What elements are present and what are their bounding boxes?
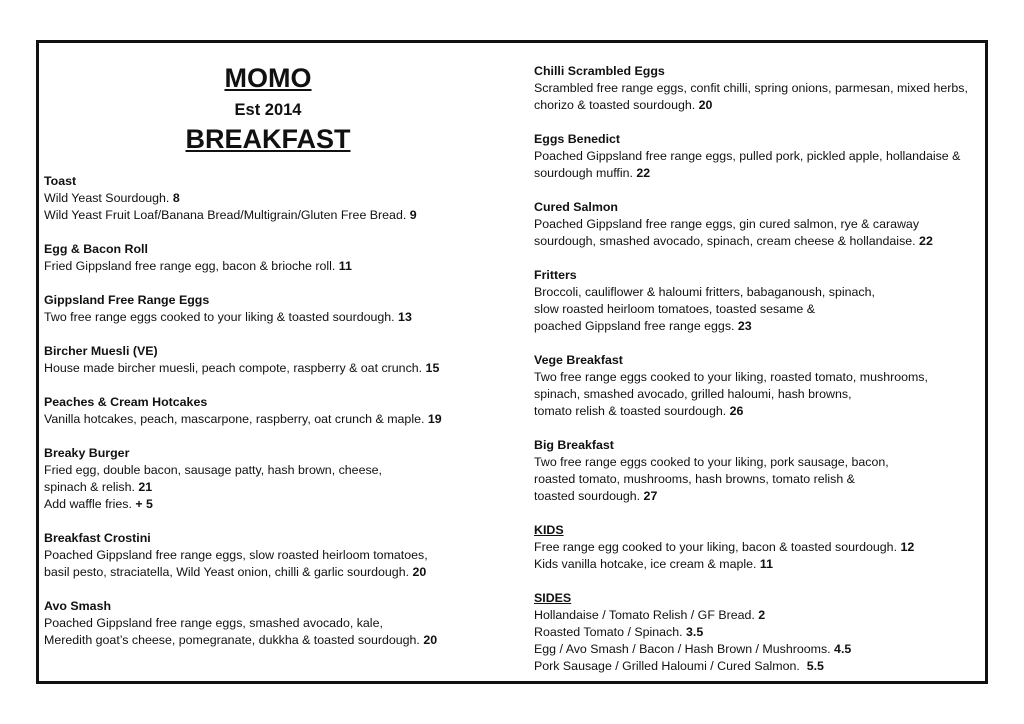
menu-item-breaky-burger <box>44 445 514 513</box>
item-line: Wild Yeast Fruit Loaf/Banana Bread/Multigrain/Gluten Free Bread. 9 <box>44 208 417 222</box>
menu-item-bircher-muesli <box>44 343 514 377</box>
item-line: House made bircher muesli, peach compote, raspberry & oat crunch. 15 <box>44 361 440 375</box>
item-title: Gippsland Free Range Eggs <box>44 293 210 307</box>
item-price: 11 <box>338 259 352 273</box>
item-line: Poached Gippsland free range eggs, pulled pork, pickled apple, hollandaise & <box>534 149 961 163</box>
menu-item-big-breakfast <box>534 437 984 505</box>
sides-section-title: SIDES <box>534 591 572 605</box>
item-price: 22 <box>919 234 933 248</box>
item-price: 22 <box>636 166 651 180</box>
item-price: 21 <box>138 480 153 494</box>
menu-item-eggs-benedict <box>534 131 984 182</box>
item-line: chorizo & toasted sourdough. 20 <box>534 98 713 112</box>
item-price: 8 <box>172 191 180 205</box>
item-title: Eggs Benedict <box>534 132 621 146</box>
item-price: 4.5 <box>834 642 852 656</box>
item-price: 2 <box>758 608 766 622</box>
item-price: 19 <box>427 412 442 426</box>
menu-item-chilli-scrambled-eggs <box>534 63 984 114</box>
item-line: Two free range eggs cooked to your liking, pork sausage, bacon, <box>534 455 889 469</box>
menu-item-hotcakes <box>44 394 514 428</box>
menu-item-vege-breakfast <box>534 352 984 420</box>
item-addon: Add waffle fries. + 5 <box>44 497 153 511</box>
side-item: Pork Sausage / Grilled Haloumi / Cured Salmon. 5.5 <box>534 659 824 673</box>
item-line: spinach, smashed avocado, grilled haloumi, hash browns, <box>534 387 852 401</box>
item-line: sourdough muffin. 22 <box>534 166 651 180</box>
item-line: tomato relish & toasted sourdough. 26 <box>534 404 744 418</box>
menu-item-breakfast-crostini <box>44 530 514 581</box>
side-item: Hollandaise / Tomato Relish / GF Bread. 2 <box>534 608 766 622</box>
item-title: Toast <box>44 174 77 188</box>
item-title: Fritters <box>534 268 577 282</box>
menu-item-avo-smash <box>44 598 514 649</box>
menu-item-fritters <box>534 267 984 335</box>
item-line: Fried Gippsland free range egg, bacon & brioche roll. 11 <box>44 259 352 273</box>
menu-item-egg-bacon-roll <box>44 241 514 275</box>
kids-section-title: KIDS <box>534 523 564 537</box>
item-line: Meredith goat’s cheese, pomegranate, dukkha & toasted sourdough. 20 <box>44 633 438 647</box>
side-item: Roasted Tomato / Spinach. 3.5 <box>534 625 704 639</box>
item-line: roasted tomato, mushrooms, hash browns, tomato relish & <box>534 472 855 486</box>
item-line: Broccoli, cauliflower & haloumi fritters, babaganoush, spinach, <box>534 285 875 299</box>
left-column <box>44 173 514 666</box>
item-line: Vanilla hotcakes, peach, mascarpone, raspberry, oat crunch & maple. 19 <box>44 412 442 426</box>
item-price: 23 <box>737 319 752 333</box>
item-title: Big Breakfast <box>534 438 614 452</box>
item-line: Scrambled free range eggs, confit chilli, spring onions, parmesan, mixed herbs, <box>534 81 968 95</box>
item-price: 5.5 <box>806 659 824 673</box>
established-year: Est 2014 <box>234 101 302 119</box>
item-price: 11 <box>759 557 773 571</box>
item-line: Poached Gippsland free range eggs, gin cured salmon, rye & caraway <box>534 217 920 231</box>
item-line: Two free range eggs cooked to your liking & toasted sourdough. 13 <box>44 310 412 324</box>
side-item: Egg / Avo Smash / Bacon / Hash Brown / Mushrooms. 4.5 <box>534 642 852 656</box>
item-line: toasted sourdough. 27 <box>534 489 658 503</box>
sides-section <box>534 590 984 675</box>
item-line: Wild Yeast Sourdough. 8 <box>44 191 180 205</box>
item-price: 20 <box>412 565 427 579</box>
item-title: Breaky Burger <box>44 446 130 460</box>
item-price: 26 <box>729 404 744 418</box>
item-title: Cured Salmon <box>534 200 618 214</box>
item-line: slow roasted heirloom tomatoes, toasted sesame & <box>534 302 815 316</box>
item-line: Two free range eggs cooked to your liking, roasted tomato, mushrooms, <box>534 370 928 384</box>
item-title: Chilli Scrambled Eggs <box>534 64 665 78</box>
item-price: 12 <box>900 540 915 554</box>
item-title: Peaches & Cream Hotcakes <box>44 395 208 409</box>
item-line: sourdough, smashed avocado, spinach, cream cheese & hollandaise. 22 <box>534 234 933 248</box>
item-line: Poached Gippsland free range eggs, slow roasted heirloom tomatoes, <box>44 548 428 562</box>
right-column <box>534 63 984 692</box>
item-price: 9 <box>409 208 417 222</box>
kids-item: Free range egg cooked to your liking, bacon & toasted sourdough. 12 <box>534 540 915 554</box>
menu-item-toast <box>44 173 514 224</box>
item-title: Avo Smash <box>44 599 112 613</box>
menu-item-cured-salmon <box>534 199 984 250</box>
item-line: basil pesto, straciatella, Wild Yeast onion, chilli & garlic sourdough. 20 <box>44 565 427 579</box>
item-title: Vege Breakfast <box>534 353 623 367</box>
item-title: Bircher Muesli (VE) <box>44 344 158 358</box>
item-title: Egg & Bacon Roll <box>44 242 148 256</box>
item-title: Breakfast Crostini <box>44 531 151 545</box>
addon-price: + 5 <box>135 497 153 511</box>
item-line: Poached Gippsland free range eggs, smashed avocado, kale, <box>44 616 383 630</box>
item-price: 20 <box>698 98 713 112</box>
menu-item-gippsland-eggs <box>44 292 514 326</box>
item-line: poached Gippsland free range eggs. 23 <box>534 319 752 333</box>
item-price: 27 <box>643 489 658 503</box>
item-line: spinach & relish. 21 <box>44 480 153 494</box>
menu-title: BREAKFAST <box>185 124 351 154</box>
item-price: 15 <box>425 361 440 375</box>
item-price: 13 <box>398 310 412 324</box>
item-line: Fried egg, double bacon, sausage patty, hash brown, cheese, <box>44 463 382 477</box>
item-price: 3.5 <box>686 625 704 639</box>
brand-name: MOMO <box>224 63 312 93</box>
kids-item: Kids vanilla hotcake, ice cream & maple. 11 <box>534 557 773 571</box>
item-price: 20 <box>423 633 438 647</box>
kids-section <box>534 522 984 573</box>
